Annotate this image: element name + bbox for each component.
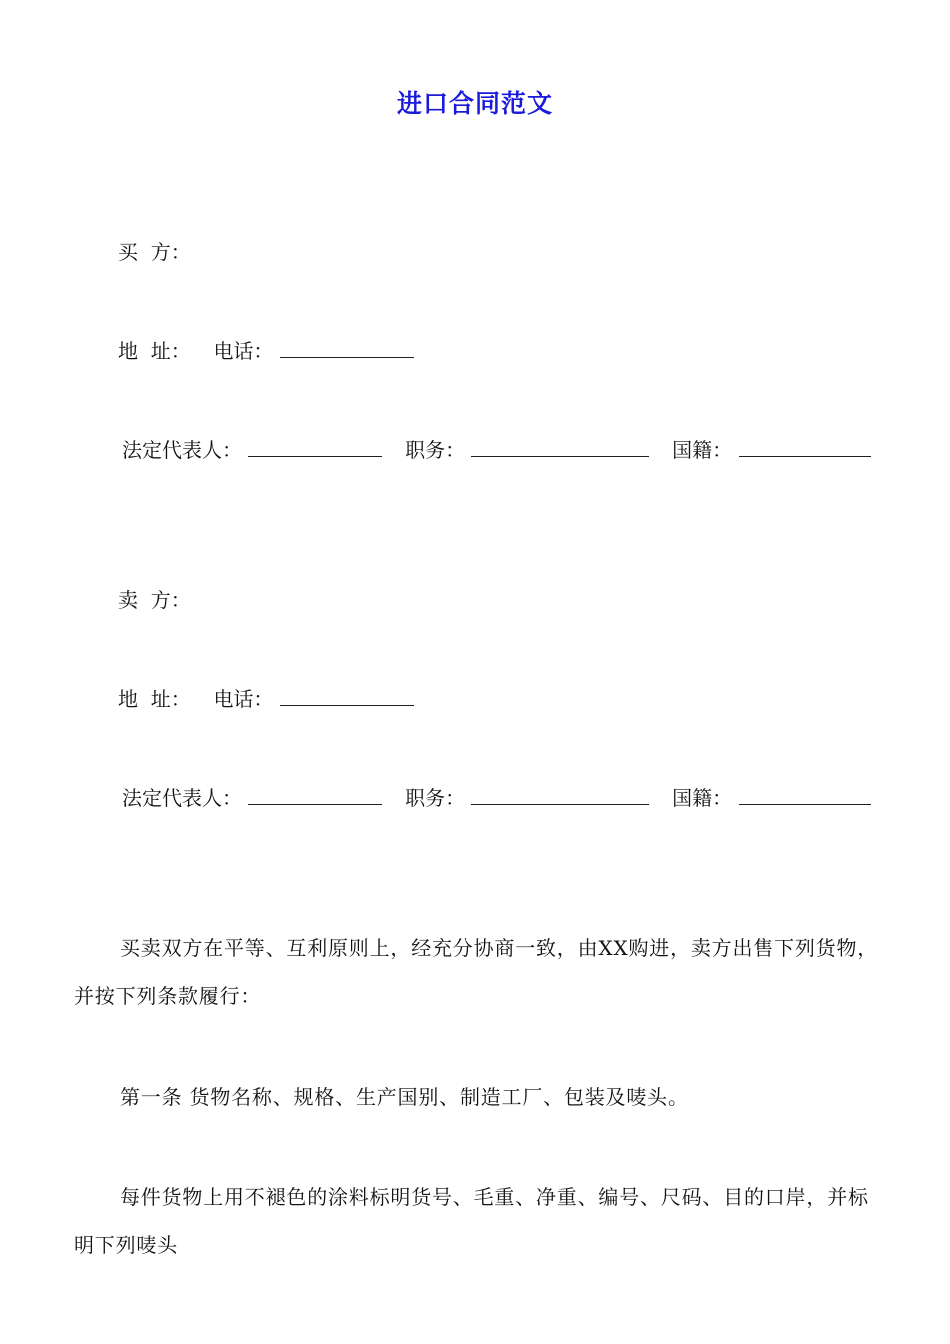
buyer-nationality-blank[interactable] (739, 438, 871, 457)
seller-phone-label: 电话： (213, 687, 274, 711)
seller-representative-line (122, 786, 871, 810)
buyer-phone-blank[interactable] (280, 339, 414, 358)
buyer-address-label: 地 址： (118, 339, 191, 363)
buyer-rep-label: 法定代表人： (122, 438, 242, 462)
marking-paragraph: 每件货物上用不褪色的涂料标明货号、毛重、净重、编号、尺码、目的口岸，并标明下列唛头 (74, 1185, 869, 1257)
seller-rep-blank[interactable] (248, 786, 382, 805)
seller-party-line (118, 588, 191, 612)
seller-position-label: 职务： (405, 786, 466, 810)
seller-address-label: 地 址： (118, 687, 191, 711)
buyer-position-label: 职务： (405, 438, 466, 462)
seller-party-label: 卖 方： (118, 588, 191, 612)
buyer-position-blank[interactable] (471, 438, 649, 457)
buyer-rep-blank[interactable] (248, 438, 382, 457)
buyer-party-label: 买 方： (118, 240, 191, 264)
seller-address-line (118, 687, 414, 711)
buyer-nationality-label: 国籍： (672, 438, 733, 462)
seller-nationality-blank[interactable] (739, 786, 871, 805)
seller-rep-label: 法定代表人： (122, 786, 242, 810)
seller-position-blank[interactable] (471, 786, 649, 805)
seller-nationality-label: 国籍： (672, 786, 733, 810)
buyer-representative-line (122, 438, 871, 462)
buyer-address-line (118, 339, 414, 363)
buyer-phone-label: 电话： (213, 339, 274, 363)
document-title: 进口合同范文 (396, 89, 553, 118)
seller-phone-blank[interactable] (280, 687, 414, 706)
buyer-party-line (118, 240, 191, 264)
intro-paragraph: 买卖双方在平等、互利原则上，经充分协商一致，由XX购进，卖方出售下列货物，并按下列条款履行： (74, 936, 879, 1008)
article-one-heading: 第一条 货物名称、规格、生产国别、制造工厂、包装及唛头。 (120, 1085, 689, 1109)
